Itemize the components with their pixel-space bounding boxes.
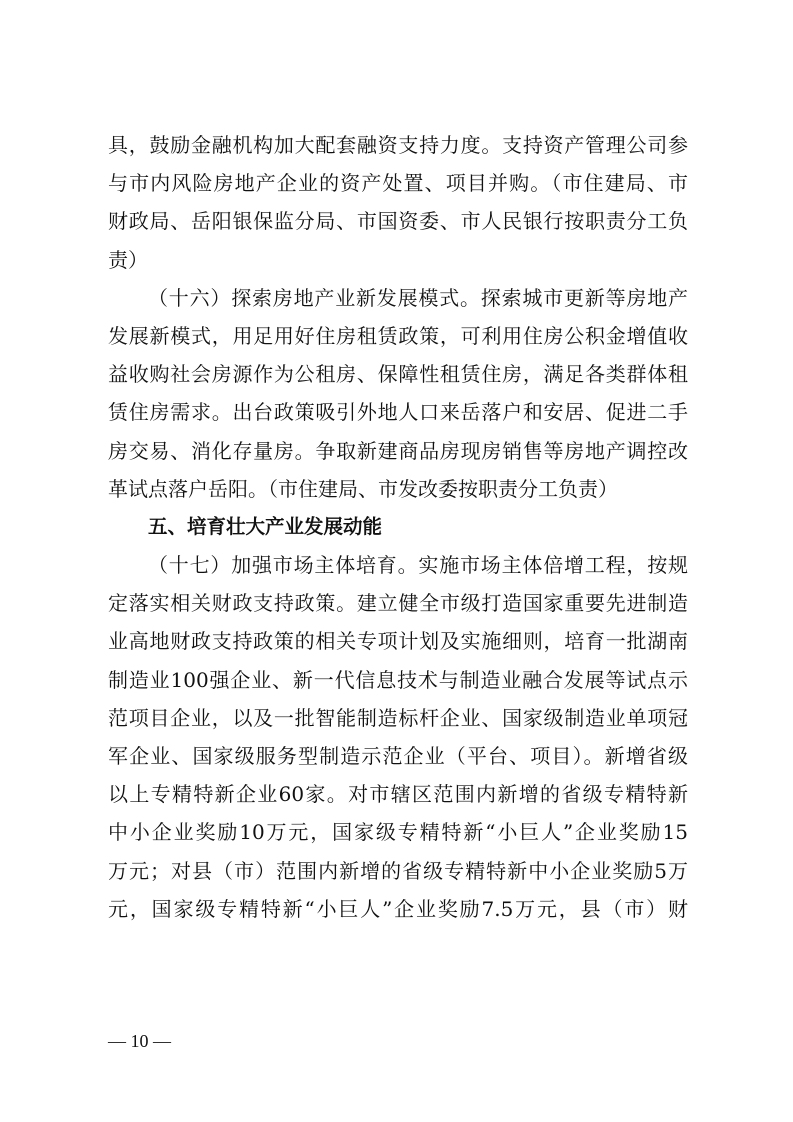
page-number: — 10 — (108, 1031, 171, 1051)
text-line: 发展新模式，用足用好住房租赁政策，可利用住房公积金增值收 (108, 323, 688, 348)
text-line: 范项目企业，以及一批智能制造标杆企业、国家级制造业单项冠 (108, 705, 688, 730)
text-line: 革试点落户岳阳。（市住建局、市发改委按职责分工负责） (108, 476, 618, 501)
text-line: 房交易、消化存量房。争取新建商品房现房销售等房地产调控改 (108, 438, 688, 463)
text-line: 责） (108, 247, 148, 272)
paragraph-start-line: （十六）探索房地产业新发展模式。探索城市更新等房地产 (148, 285, 688, 310)
text-line: 中小企业奖励10万元，国家级专精特新“小巨人”企业奖励15 (108, 820, 688, 845)
text-line: 与市内风险房地产企业的资产处置、项目并购。（市住建局、市 (108, 171, 688, 196)
text-line: 财政局、岳阳银保监分局、市国资委、市人民银行按职责分工负 (108, 209, 688, 234)
section-heading: 五、培育壮大产业发展动能 (148, 514, 383, 538)
text-line: 以上专精特新企业60家。对市辖区范围内新增的省级专精特新 (108, 782, 688, 807)
text-line: 赁住房需求。出台政策吸引外地人口来岳落户和安居、促进二手 (108, 400, 688, 425)
text-line: 万元；对县（市）范围内新增的省级专精特新中小企业奖励5万 (108, 858, 688, 883)
text-line: 业高地财政支持政策的相关专项计划及实施细则，培育一批湖南 (108, 629, 688, 654)
text-line: 元，国家级专精特新“小巨人”企业奖励7.5万元，县（市）财 (108, 896, 688, 921)
text-line: 制造业100强企业、新一代信息技术与制造业融合发展等试点示 (108, 667, 688, 692)
text-line: 定落实相关财政支持政策。建立健全市级打造国家重要先进制造 (108, 591, 688, 616)
text-line: 具，鼓励金融机构加大配套融资支持力度。支持资产管理公司参 (108, 133, 688, 157)
text-line: 益收购社会房源作为公租房、保障性租赁住房，满足各类群体租 (108, 362, 688, 387)
paragraph-start-line: （十七）加强市场主体培育。实施市场主体倍增工程，按规 (148, 553, 688, 578)
text-line: 军企业、国家级服务型制造示范企业（平台、项目）。新增省级 (108, 744, 688, 768)
body-text (108, 126, 688, 928)
